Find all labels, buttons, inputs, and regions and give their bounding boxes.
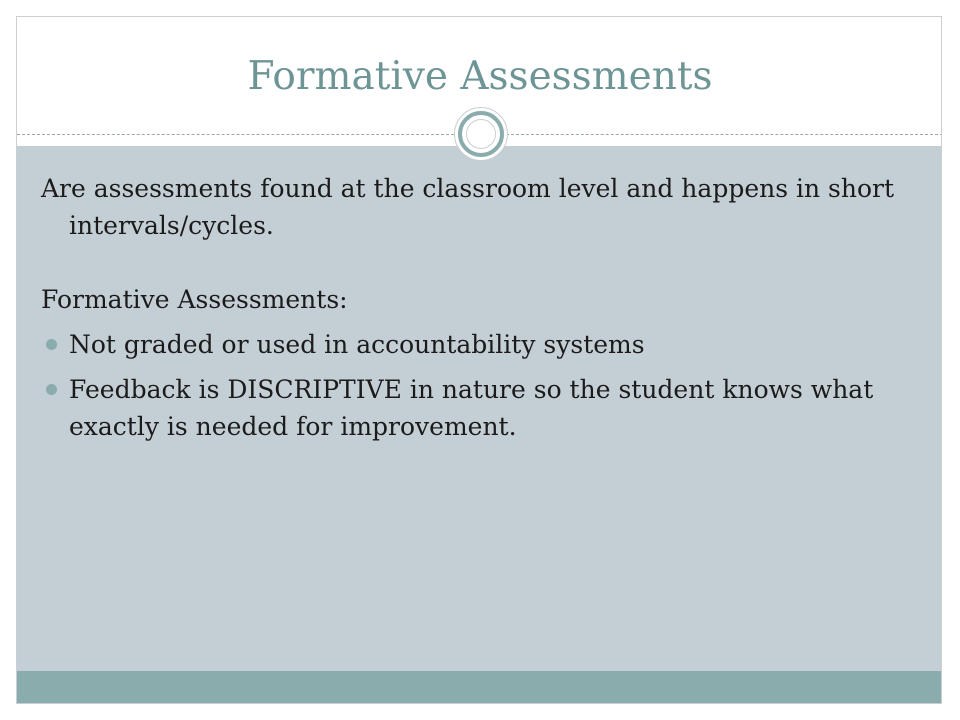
footer-band — [17, 671, 942, 704]
bullet-text: Not graded or used in accountability systems — [69, 330, 645, 359]
bullet-item — [41, 371, 921, 445]
bullet-dot-icon — [46, 384, 57, 395]
bullet-list — [41, 326, 921, 445]
bullet-dot-icon — [46, 339, 57, 350]
bullet-text: Feedback is DISCRIPTIVE in nature so the student knows what exactly is needed for improvement. — [69, 375, 874, 441]
slide-body — [41, 170, 921, 453]
intro-paragraph: Are assessments found at the classroom level and happens in short intervals/cycles. — [41, 174, 895, 240]
inner-ring-ornament-icon — [466, 119, 496, 149]
slide-title: Formative Assessments — [247, 54, 713, 99]
slide — [16, 16, 942, 704]
subheading: Formative Assessments: — [41, 285, 348, 314]
bullet-item — [41, 326, 921, 363]
